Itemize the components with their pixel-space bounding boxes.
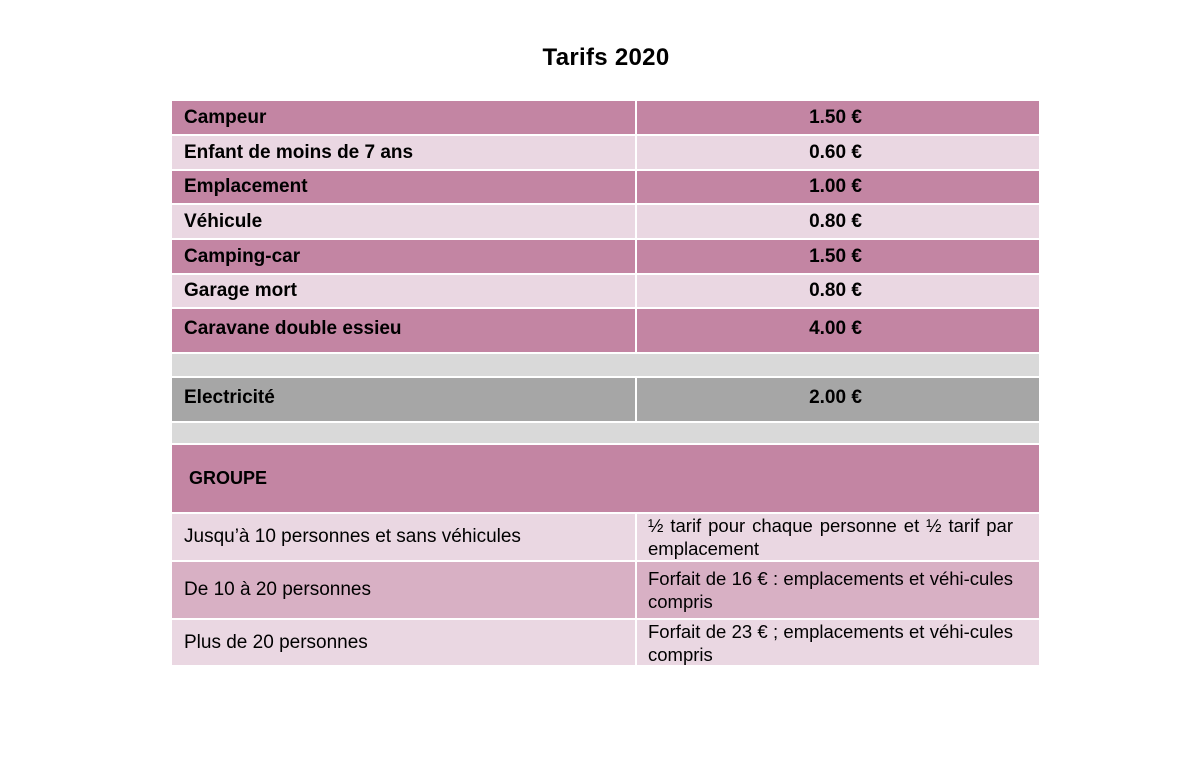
table-row: [172, 203, 1039, 238]
table-row: [172, 134, 1039, 169]
row-price: 1.50 €: [809, 245, 862, 267]
row-label: Véhicule: [172, 205, 637, 238]
group-row-description: ½ tarif pour chaque personne et ½ tarif par emplacement: [648, 515, 1013, 559]
row-label: Garage mort: [172, 275, 637, 307]
group-header: GROUPE: [189, 468, 268, 488]
row-price: 0.60 €: [809, 141, 862, 163]
group-row-label: Jusqu’à 10 personnes et sans véhicules: [172, 514, 637, 560]
page-title: Tarifs 2020: [542, 44, 670, 71]
row-price: 0.80 €: [809, 210, 862, 232]
electricity-label: Electricité: [172, 378, 637, 421]
group-row: [172, 512, 1039, 560]
row-label: Caravane double essieu: [172, 309, 637, 352]
table-row: [172, 101, 1039, 134]
table-row: [172, 307, 1039, 352]
group-row-description-cell: [637, 620, 1039, 665]
group-row-description-cell: [637, 562, 1039, 618]
table-row: [172, 273, 1039, 307]
table-row: [172, 238, 1039, 273]
spacer-row: [172, 421, 1039, 443]
electricity-row: [172, 376, 1039, 421]
row-price: 0.80 €: [809, 280, 862, 301]
row-price: 1.00 €: [809, 176, 862, 197]
spacer-row: [172, 352, 1039, 376]
group-row: [172, 618, 1039, 665]
row-label: Campeur: [172, 101, 637, 134]
row-price: 4.00 €: [809, 318, 862, 339]
table-row: [172, 169, 1039, 203]
group-row-description: Forfait de 16 € : emplacements et véhi-cules compris: [648, 568, 1013, 612]
group-row-description: Forfait de 23 € ; emplacements et véhi-cules compris: [648, 620, 1013, 665]
row-label: Camping-car: [172, 240, 637, 273]
row-label: Emplacement: [172, 171, 637, 203]
row-label: Enfant de moins de 7 ans: [172, 136, 637, 169]
electricity-price: 2.00 €: [809, 387, 862, 408]
group-row-description-cell: [637, 514, 1039, 560]
group-row-label: Plus de 20 personnes: [172, 620, 637, 665]
group-row: [172, 560, 1039, 618]
group-header-row: [172, 443, 1039, 512]
row-price: 1.50 €: [809, 106, 862, 128]
group-row-label: De 10 à 20 personnes: [172, 562, 637, 618]
tariff-table: [172, 101, 1039, 665]
